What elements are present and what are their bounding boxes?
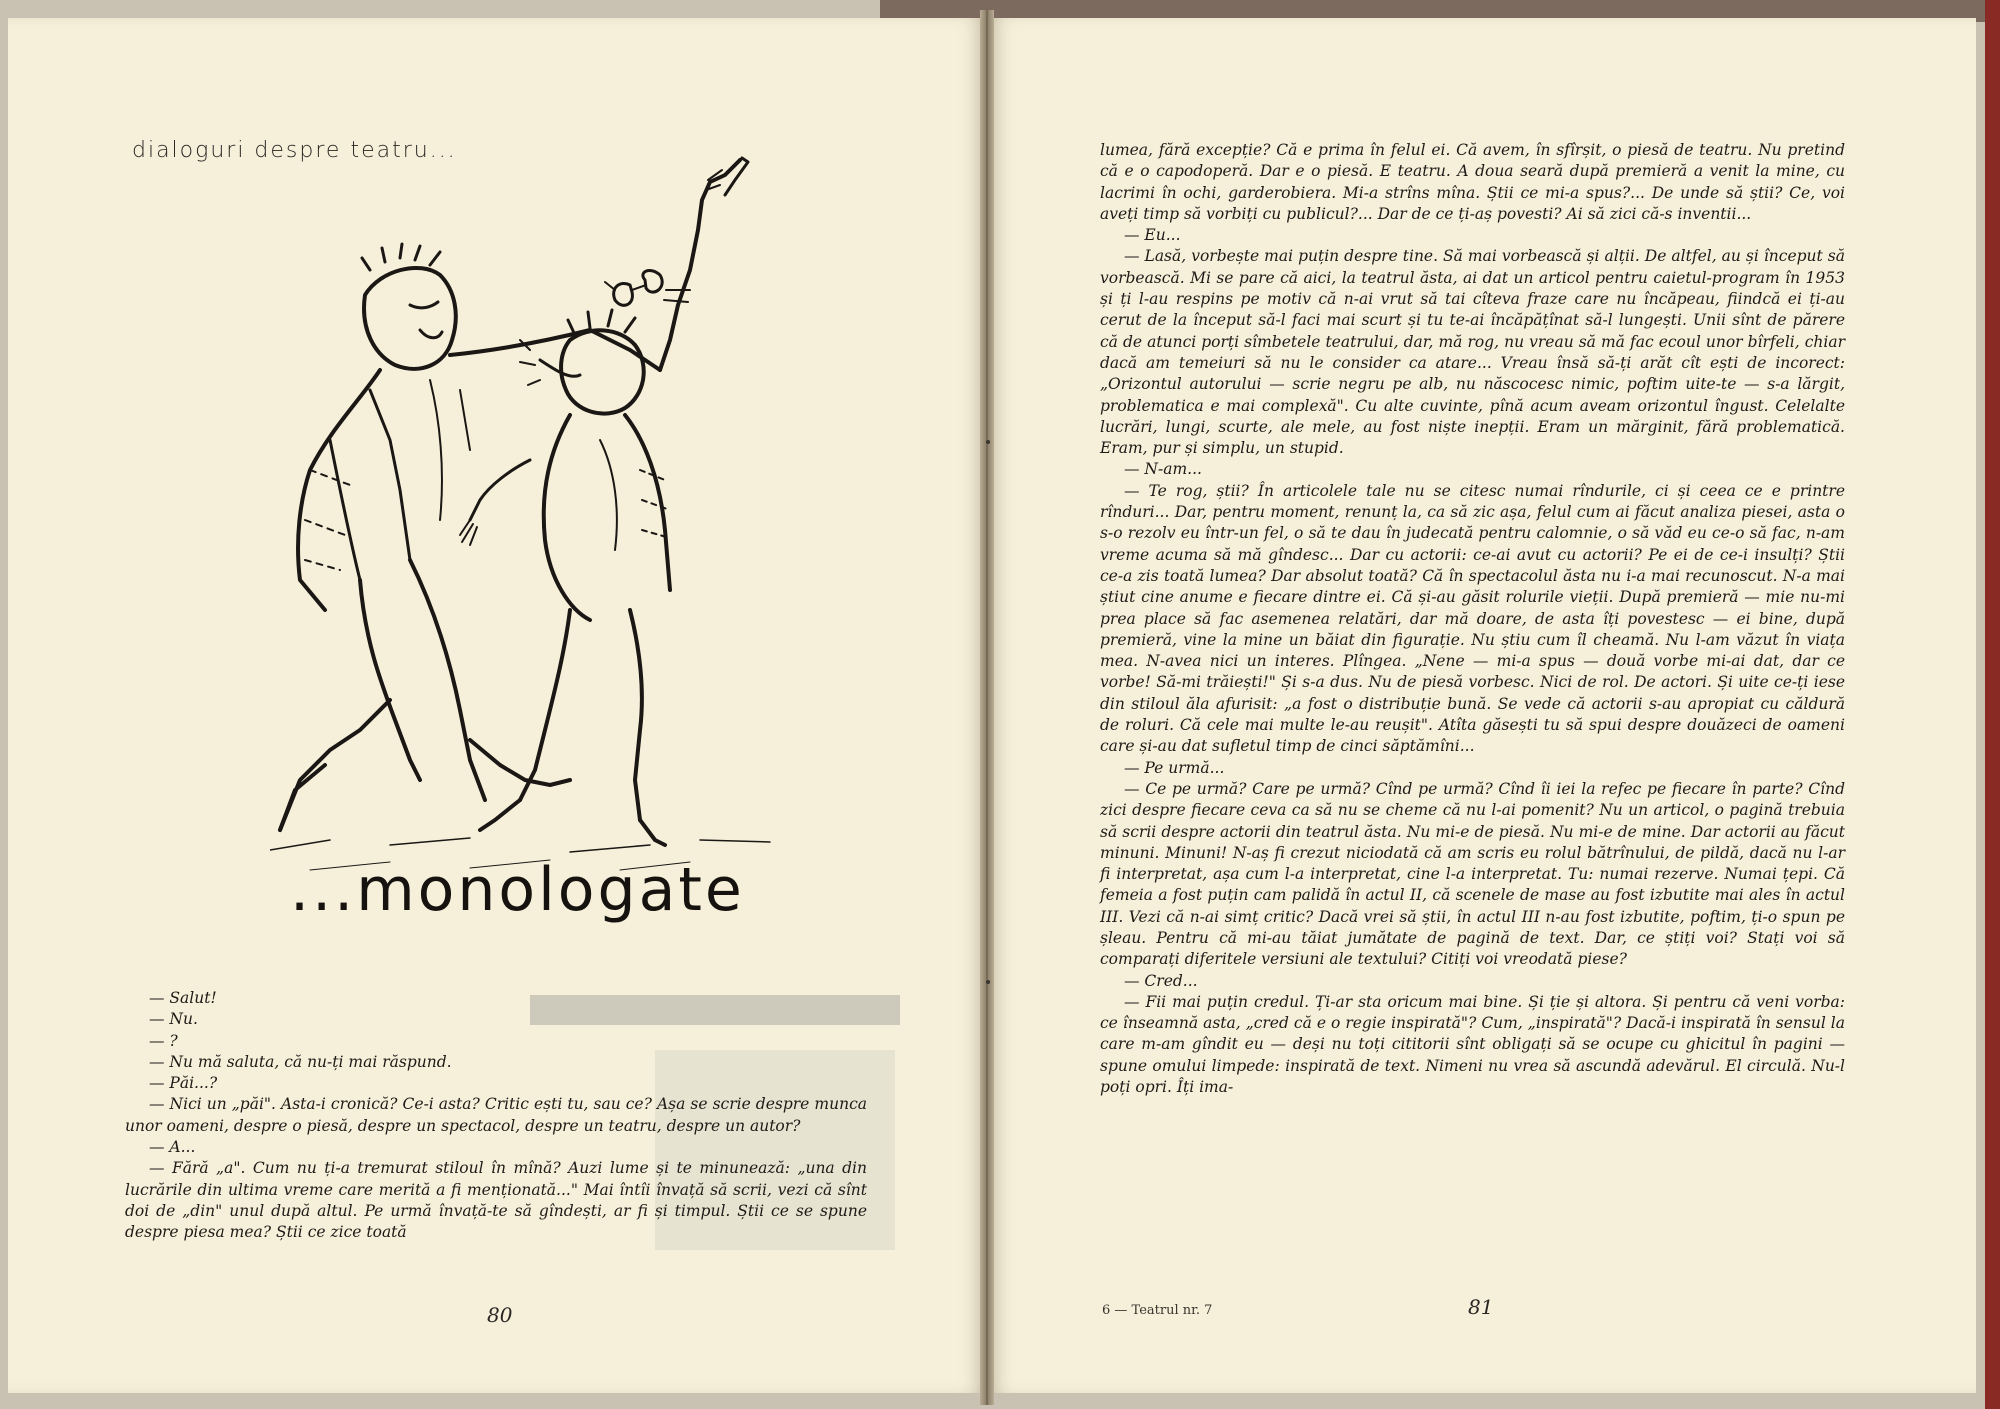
binding-mark [986,440,990,444]
caricature-illustration-icon [270,140,790,890]
right-page-number: 81 [1468,1295,1494,1319]
dialogue-line: — Lasă, vorbește mai puțin despre tine. Să mai vorbească și alții. De altfel, au și început să vorbească. Mi se pare că aici, la teatrul ăsta, ai dat un articol pentru caietul-program în 1953 și ți l-au respins pe motiv că n-ai vrut să tai cîteva fraze care nu încăpeau, fiindcă ei ți-au cerut de la început să-l faci mai scurt și tu te-ai încăpățînat să-l lungești. Unii sînt de părere că de atunci porți sîmbetele teatrului, dar, mă rog, nu vreau să mă fac ecoul unor bîrfeli, chiar dacă am temeiuri să nu le consider ca atare... Vreau însă să-ți arăt cît ești de incorect: „Orizontul autorului — scrie negru pe alb, nu născocesc nimic, poftim uite-te — s-a lărgit, problematica e mai complexă". Cu alte cuvinte, pînă acum aveam orizontul îngust. Celelalte lucrări, lungi, scurte, ale mele, au fost niște inepții. Eram un mărginit, fără problematică. Eram, pur și simplu, un stupid. [1100,247,1845,458]
dialogue-line: — Cred... [1124,971,1198,990]
dialogue-line: — Fii mai puțin credul. Ți-ar sta oricum mai bine. Și ție și altora. Și pentru că veni vorba: ce înseamnă asta, „cred că e o regie inspirată"? Cum, „inspirată"? Dacă-i inspirată în sensul la care m-am gîndit eu — deși nu toți cititorii sînt obligați să se ocupe cu ghicitul în pagini — spune omului limpede: inspirată de text. Nimeni nu vrea să ascundă adevărul. El circulă. Nu-l poți opri. Îți ima- [1100,992,1845,1097]
dialogue-line: — Nici un „păi". Asta-i cronică? Ce-i asta? Critic ești tu, sau ce? Așa se scrie despre munca unor oameni, despre o piesă, despre un spectacol, despre un teatru, despre un autor? [125,1095,867,1135]
book-cover-edge [1985,0,2000,1409]
left-page-number: 80 [487,1303,513,1327]
dialogue-line: — Păi...? [149,1074,218,1093]
dialogue-line: lumea, fără excepție? Că e prima în felul ei. Că avem, în sfîrșit, o piesă de teatru. Nu pretind că e o capodoperă. Dar e o piesă. E teatru. A doua seară după premieră a venit la mine, cu lacrimi în ochi, garderobiera. Mi-a strîns mîna. Știi ce mi-a spus?... De unde să știi? Ce, voi aveți timp să vorbiți cu publicul?... Dar de ce ți-aș povesti? Ai să zici că-s inventii... [1100,141,1845,223]
book-gutter [980,10,994,1405]
dialogue-line: — Fără „a". Cum nu ți-a tremurat stiloul în mînă? Auzi lume și te minunează: „una din lucrările din ultima vreme care merită a fi menționată..." Mai întîi învață să scrii, vezi că sînt doi de „din" unul după altul. Pe urmă învață-te să gîndești, ar fi și timpul. Știi ce se spune despre piesa mea? Știi ce zice toată [125,1159,867,1242]
dialogue-line: — ? [149,1031,178,1050]
dialogue-line: — Pe urmă... [1124,758,1225,777]
dialogue-line: — Eu... [1124,226,1181,245]
dialogue-line: — Nu mă saluta, că nu-ți mai răspund. [149,1052,452,1071]
dialogue-line: — Salut! [149,989,217,1007]
dialogue-line: — Te rog, știi? În articolele tale nu se citesc numai rîndurile, ci și ceea ce e printre rînduri... Dar, pentru moment, renunț la, ca să zic așa, felul cum ai făcut analiza piesei, asta o s-o rezolv eu într-un fel, o să te dau în judecată pentru calomnie, o să văd eu ce-o să fac, n-am vreme acuma să mă gîndesc... Dar cu actorii: ce-ai avut cu actorii? Pe ei de ce-i insulți? Știi ce-a zis toată lumea? Dar absolut toată? Că în spectacolul ăsta nu i-a mai recunoscut. N-a mai știut cine anume e fiecare dintre ei. Că și-au găsit rolurile vieții. După premieră — mie nu-mi prea place să fac asemenea relatări, dar mă doare, de asta îți povestesc — ei bine, după premieră, vine la mine un băiat din figurație. Nu știu cum îl cheamă. Nu l-am văzut în viața mea. N-avea nici un interes. Plîngea. „Nene — mi-a spus — două vorbe mi-ai dat, dar ce vorbe! Să-mi trăiești!" Și s-a dus. Nu de piesă vorbesc. Nici de rol. De actori. Și uite ce-ți iese din stiloul ăla afurisit: „a fost o distribuție bună. Se vede că actorii s-au apropiat cu căldură de roluri. Că cele mai multe le-au reușit". Atîta găsești tu să spui despre douăzeci de oameni care și-au dat sufletul timp de cinci săptămîni... [1100,481,1845,756]
dialogue-line: — A... [149,1138,196,1157]
dialogue-line: — Ce pe urmă? Care pe urmă? Cînd pe urmă? Cînd îi iei la refec pe fiecare în parte? Cînd zici despre fiecare ceva ca să nu se cheme că nu l-ai pomenit? Nu un articol, o pagină trebuia să scrii despre actorii din teatrul ăsta. Nu mi-e de piesă. Nu mi-e de mine. Dar actorii au făcut minuni. Minuni! N-aș fi crezut niciodată că am scris eu rolul bătrînului, de pildă, dacă nu l-ar fi interpretat, așa cum l-a interpretat, cine l-a interpretat. Tu: numai rezerve. Numai țepi. Că femeia a fost puțin cam palidă în actul II, că scenele de mase au fost izbutite mai ales în actul III. Vezi că n-ai simț critic? Dacă vrei să știi, în actul III n-au fost izbutite, poftim, ți-o spun pe șleau. Pentru că mi-au tăiat jumătate de pagină de text. Dar, ce știți voi? Stați voi să comparați diferitele versiuni ale textului? Citiți voi vreodată piese? [1100,779,1845,969]
section-kicker: dialoguri despre teatru... [132,138,457,163]
article-title: ...monologate [290,855,745,925]
dialogue-line: — Nu. [149,1010,198,1029]
left-page-text [125,988,867,1244]
dialogue-line: — N-am... [1124,460,1202,479]
right-page-text [1100,140,1845,1098]
signature-footer: 6 — Teatrul nr. 7 [1102,1303,1213,1318]
binding-mark [986,980,990,984]
